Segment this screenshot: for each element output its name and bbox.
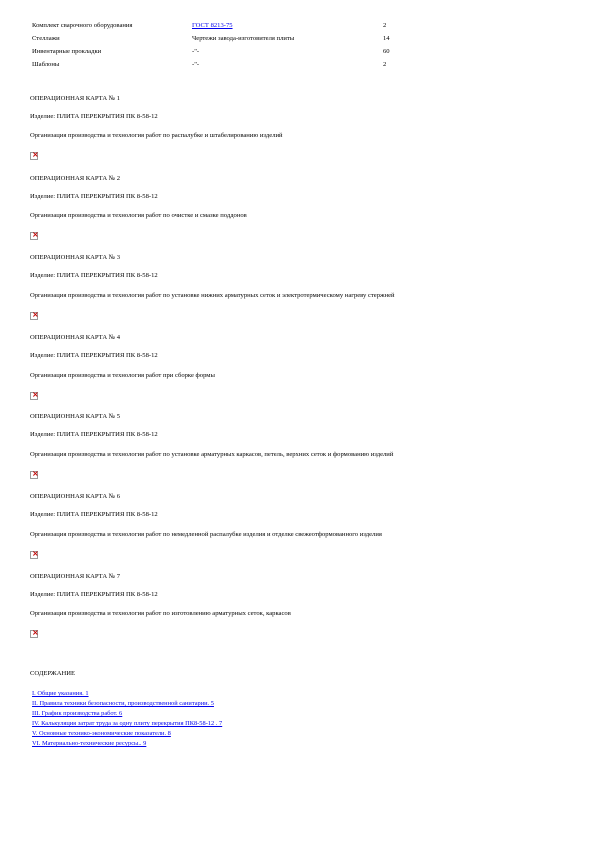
table-cell-qty: 2 bbox=[383, 61, 387, 68]
toc-link[interactable]: I. Общие указания. 1 bbox=[32, 690, 89, 697]
card-description: Организация производства и технология работ по изготовлению арматурных сеток, каркасов bbox=[30, 610, 291, 617]
toc-link[interactable]: V. Основные технико-экономические показатели. 8 bbox=[32, 730, 171, 737]
card-description: Организация производства и технология работ по очистке и смазке поддонов bbox=[30, 212, 247, 219]
card-product: Изделие: ПЛИТА ПЕРЕКРЫТИЯ ПК 8-58-12 bbox=[30, 431, 158, 438]
card-product: Изделие: ПЛИТА ПЕРЕКРЫТИЯ ПК 8-58-12 bbox=[30, 591, 158, 598]
broken-image-icon bbox=[30, 152, 38, 160]
card-description: Организация производства и технология работ по установке арматурных каркасов, петель, верхних сеток и формованию изделий bbox=[30, 451, 394, 458]
broken-image-icon bbox=[30, 471, 38, 479]
table-cell-name: Комплект сварочного оборудования bbox=[32, 22, 133, 29]
table-cell-name: Шаблоны bbox=[32, 61, 60, 68]
card-description: Организация производства и технология работ при сборке формы bbox=[30, 372, 215, 379]
card-product: Изделие: ПЛИТА ПЕРЕКРЫТИЯ ПК 8-58-12 bbox=[30, 511, 158, 518]
broken-image-icon bbox=[30, 312, 38, 320]
table-cell-name: Стеллажи bbox=[32, 35, 60, 42]
card-title: ОПЕРАЦИОННАЯ КАРТА № 5 bbox=[30, 413, 121, 420]
card-product: Изделие: ПЛИТА ПЕРЕКРЫТИЯ ПК 8-58-12 bbox=[30, 352, 158, 359]
table-cell-qty: 60 bbox=[383, 48, 390, 55]
broken-image-icon bbox=[30, 551, 38, 559]
table-cell-doc: Чертежи завода-изготовителя плиты bbox=[192, 35, 295, 42]
table-cell-qty: 14 bbox=[383, 35, 390, 42]
toc-link[interactable]: IV. Калькуляция затрат труда за одну плиту перекрытия ПК8-58-12 . 7 bbox=[32, 720, 223, 727]
toc-link[interactable]: VI. Материально-технические ресурсы.. 9 bbox=[32, 740, 147, 747]
table-cell-doc: -"- bbox=[192, 48, 200, 55]
card-product: Изделие: ПЛИТА ПЕРЕКРЫТИЯ ПК 8-58-12 bbox=[30, 113, 158, 120]
card-title: ОПЕРАЦИОННАЯ КАРТА № 3 bbox=[30, 254, 121, 261]
broken-image-icon bbox=[30, 232, 38, 240]
toc-link[interactable]: II. Правила техники безопасности, производственной санитарии. 5 bbox=[32, 700, 214, 707]
gost-link[interactable]: ГОСТ 8213-75 bbox=[192, 22, 233, 29]
card-product: Изделие: ПЛИТА ПЕРЕКРЫТИЯ ПК 8-58-12 bbox=[30, 272, 158, 279]
card-title: ОПЕРАЦИОННАЯ КАРТА № 1 bbox=[30, 95, 121, 102]
card-title: ОПЕРАЦИОННАЯ КАРТА № 7 bbox=[30, 573, 121, 580]
card-title: ОПЕРАЦИОННАЯ КАРТА № 2 bbox=[30, 175, 121, 182]
contents-title: СОДЕРЖАНИЕ bbox=[30, 670, 76, 677]
table-cell-doc: -"- bbox=[192, 61, 200, 68]
card-product: Изделие: ПЛИТА ПЕРЕКРЫТИЯ ПК 8-58-12 bbox=[30, 193, 158, 200]
card-title: ОПЕРАЦИОННАЯ КАРТА № 6 bbox=[30, 493, 121, 500]
toc-link[interactable]: III. График производства работ. 6 bbox=[32, 710, 123, 717]
broken-image-icon bbox=[30, 630, 38, 638]
table-cell-name: Инвентарные прокладки bbox=[32, 48, 102, 55]
card-description: Организация производства и технология работ по установке нижних арматурных сеток и электротермическому нагреву стержней bbox=[30, 292, 395, 299]
table-cell-qty: 2 bbox=[383, 22, 387, 29]
broken-image-icon bbox=[30, 392, 38, 400]
card-title: ОПЕРАЦИОННАЯ КАРТА № 4 bbox=[30, 334, 121, 341]
card-description: Организация производства и технология работ по распалубке и штабелированию изделий bbox=[30, 132, 283, 139]
card-description: Организация производства и технология работ по немедленной распалубке изделия и отделке свежеотформованного изделия bbox=[30, 531, 382, 538]
